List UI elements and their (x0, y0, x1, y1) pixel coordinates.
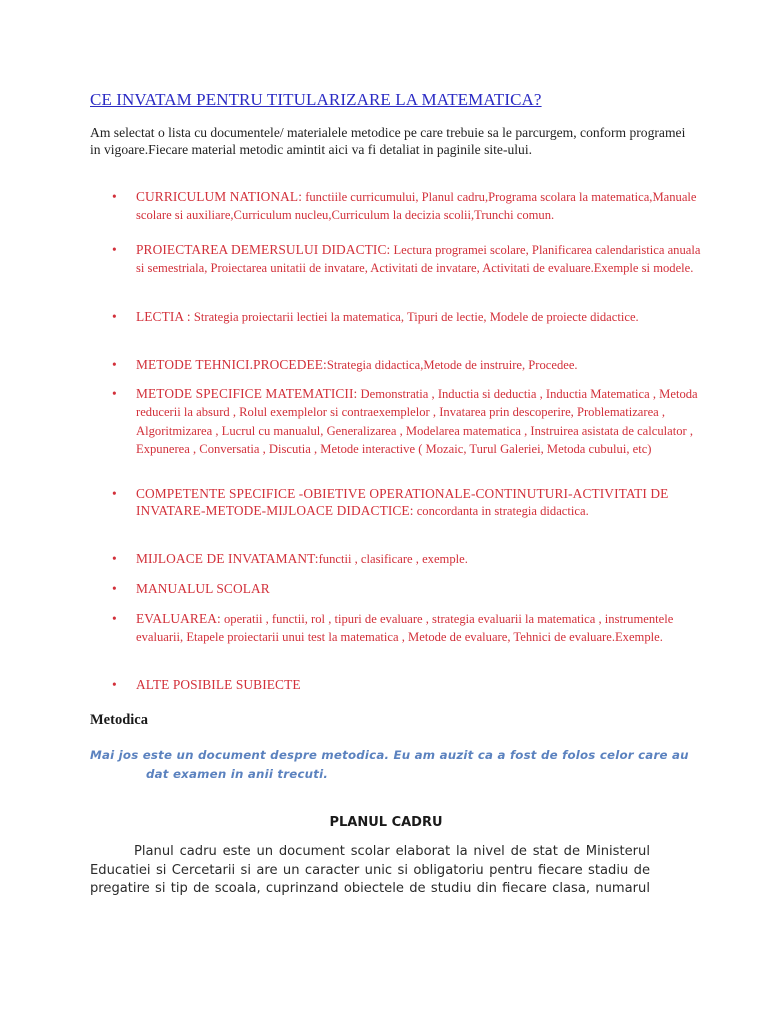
list-item-description: Lectura programei scolare, Planificarea calendaristica anuala si semestriala, Proiectarea unitatii de invatare, Activitati de invatare, Activitati de evaluare.Exemple si modele. (136, 243, 701, 276)
list-item-description: functii , clasificare , exemple. (318, 552, 468, 566)
list-item-heading: LECTIA : (136, 309, 191, 324)
list-item-description: operatii , functii, rol , tipuri de evaluare , strategia evaluarii la matematica , instrumentele evaluarii, Etapele proiectarii unui test la matematica , Metode de evaluare, Tehnici de evaluare.Exemple. (136, 612, 674, 645)
section-title-planul-cadru: PLANUL CADRU (329, 815, 443, 830)
list-item (112, 308, 706, 326)
bullet-icon: • (112, 309, 117, 324)
list-item (112, 485, 706, 521)
list-item-description: Demonstratia , Inductia si deductia , Inductia Matematica , Metoda reducerii la absurd , Rolul exemplelor si contraexemplelor , Invatarea prin descoperire, Problematizarea , Algoritmizarea , Lucrul cu manualul, Generalizarea , Modelarea matematica , Instruirea asistata de calculator , Expunerea , Conversatia , Discutia , Metode interactive ( Mozaic, Turul Galeriei, Metoda cubului, etc) (136, 387, 698, 457)
list-item-description: concordanta in strategia didactica. (413, 504, 589, 519)
section-heading-metodica: Metodica (90, 712, 148, 728)
list-item (112, 580, 706, 598)
intro-paragraph: Am selectat o lista cu documentele/ materialele metodice pe care trebuie sa le parcurgem, conform programei in vigoare.Fiecare material metodic amintit aici va fi detaliat in paginile site-ului. (90, 125, 686, 157)
bullet-icon: • (112, 611, 117, 626)
list-item (112, 385, 706, 459)
bullet-icon: • (112, 677, 117, 692)
list-item-heading: METODE TEHNICI.PROCEDEE: (136, 357, 327, 372)
list-item-heading: EVALUAREA: (136, 611, 221, 626)
list-item (112, 356, 706, 374)
list-item-heading: MIJLOACE DE INVATAMANT: (136, 551, 319, 566)
list-item-heading: ALTE POSIBILE SUBIECTE (136, 677, 301, 692)
list-item (112, 610, 706, 647)
bullet-icon: • (112, 551, 117, 566)
bullet-icon: • (112, 486, 117, 501)
list-item (112, 241, 706, 278)
list-item-heading: PROIECTAREA DEMERSULUI DIDACTIC: (136, 242, 391, 257)
bullet-icon: • (112, 242, 117, 257)
bullet-icon: • (112, 357, 117, 372)
note-line-1: Mai jos este un document despre metodica. Eu am auzit ca a fost de folos celor care au (90, 748, 689, 762)
list-item-description: functiile curricumului, Planul cadru,Programa scolara la matematica,Manuale scolare si auxiliare,Curriculum nucleu,Curriculum la decizia scolii,Trunchi comun. (136, 190, 697, 223)
list-item (112, 676, 706, 694)
bullet-icon: • (112, 189, 117, 204)
list-item-heading: METODE SPECIFICE MATEMATICII: (136, 386, 358, 401)
list-item-heading: MANUALUL SCOLAR (136, 581, 270, 596)
bullet-icon: • (112, 581, 117, 596)
list-item (112, 550, 706, 568)
note-paragraph (90, 746, 690, 784)
list-item-description: Strategia proiectarii lectiei la matematica, Tipuri de lectie, Modele de proiecte didactice. (190, 310, 639, 324)
list-item-description: Strategia didactica,Metode de instruire, Procedee. (326, 358, 578, 372)
document-title[interactable]: CE INVATAM PENTRU TITULARIZARE LA MATEMATICA? (90, 90, 542, 109)
list-item-heading: COMPETENTE SPECIFICE -OBIETIVE OPERATIONALE-CONTINUTURI-ACTIVITATI DE INVATARE-METODE-MIJLOACE DIDACTICE: (136, 486, 669, 519)
note-line-2: dat examen in anii trecuti. (146, 767, 329, 781)
list-item (112, 188, 706, 225)
list-item-heading: CURRICULUM NATIONAL: (136, 189, 303, 204)
bullet-icon: • (112, 386, 117, 401)
body-paragraph: Planul cadru este un document scolar elaborat la nivel de stat de Ministerul Educatiei si Cercetarii si are un caracter unic si obligatoriu pentru fiecare stadiu de pregatire si tip de scoala, cuprinzand obiectele de studiu din fiecare clasa, numarul (90, 844, 650, 897)
